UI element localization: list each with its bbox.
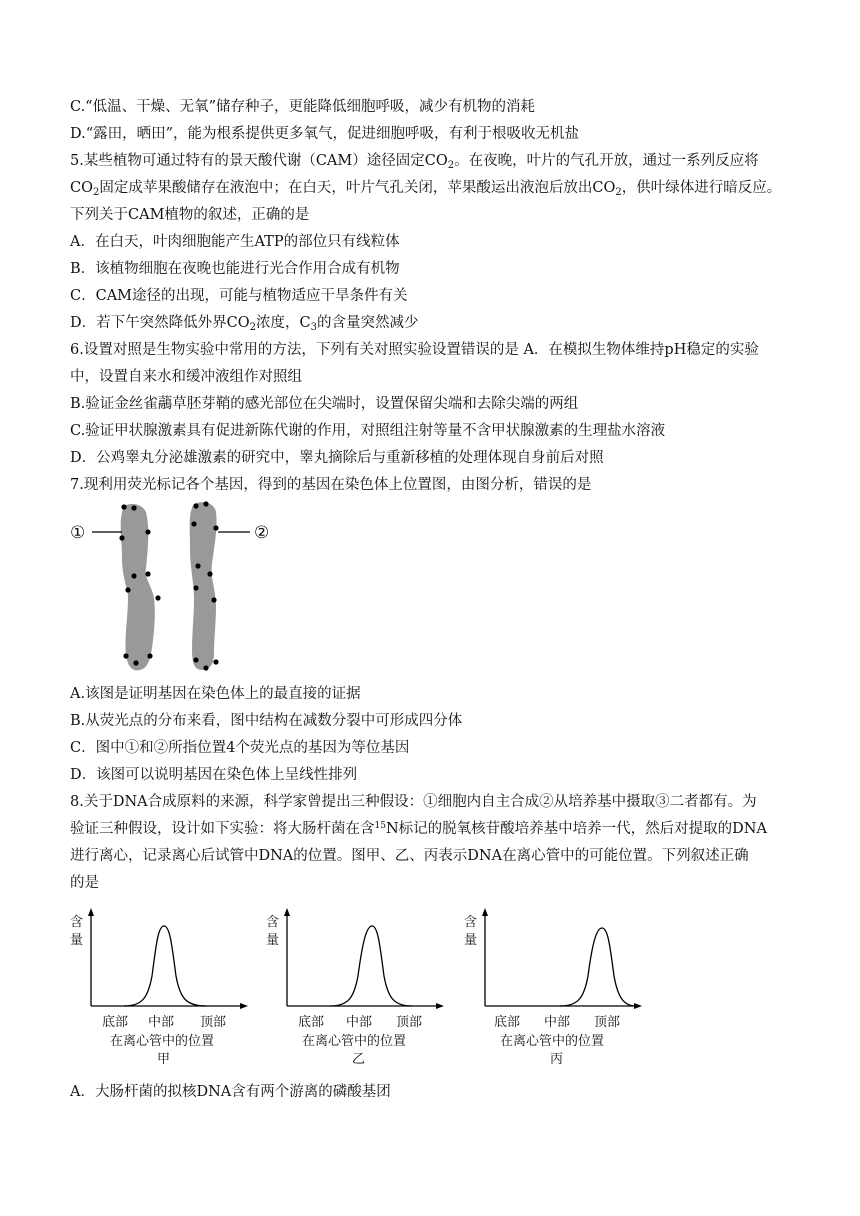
tick-top: 顶部 [594,1015,621,1030]
question-7-option-a: A.该图是证明基因在染色体上的最直接的证据 [70,686,361,702]
x-label: 在离心管中的位置 [500,1034,605,1049]
question-7-option-c: C．图中①和②所指位置4个荧光点的基因为等位基因 [70,740,410,756]
question-8-stem-4: 的是 [70,875,99,891]
y-label-1: 含 [266,915,280,930]
option-d-line: D.“露田，晒田”，能为根系提供更多氧气，促进细胞呼吸，有利于根吸收无机盐 [70,126,580,142]
tick-top: 顶部 [200,1015,227,1030]
label-2: ② [254,523,270,543]
graph-name: 丙 [550,1052,564,1066]
graph-bing [460,906,650,1066]
graph-jia [66,906,256,1066]
x-label: 在离心管中的位置 [302,1034,407,1049]
tick-bottom: 底部 [298,1015,325,1030]
tick-middle: 中部 [346,1015,373,1030]
y-label-2: 量 [464,933,478,948]
tick-bottom: 底部 [494,1015,521,1030]
question-8-stem: 8.关于DNA合成原料的来源，科学家曾提出三种假设：①细胞内自主合成②从培养基中摄取③二者都有。为 [70,794,757,810]
x-label: 在离心管中的位置 [110,1034,215,1049]
tick-middle: 中部 [148,1015,175,1030]
y-label-1: 含 [70,915,84,930]
question-8-stem-2: 验证三种假设，设计如下实验：将大肠杆菌在含$^{15}$N标记的脱氧核苷酸培养基中培养一代，然后对提取的DNA [70,821,767,837]
label-1: ① [70,523,86,543]
graph-yi [262,906,452,1066]
distribution-curve [330,926,412,1006]
question-5-option-a: A．在白天，叶肉细胞能产生ATP的部位只有线粒体 [70,234,400,250]
question-5-option-b: B．该植物细胞在夜晚也能进行光合作用合成有机物 [70,261,400,277]
question-8-stem-3: 进行离心，记录离心后试管中DNA的位置。图甲、乙、丙表示DNA在离心管中的可能位置。下列叙述正确 [70,848,749,864]
y-label-2: 量 [266,933,280,948]
chromosome-left [121,504,155,670]
question-7-option-d: D．该图可以说明基因在染色体上呈线性排列 [70,767,358,783]
y-label-1: 含 [464,915,478,930]
graph-name: 乙 [352,1052,366,1066]
question-5-option-c: C．CAM途径的出现，可能与植物适应干旱条件有关 [70,288,408,304]
chromosome-figure [66,498,286,678]
question-6-option-d: D．公鸡睾丸分泌雄激素的研究中，睾丸摘除后与重新移植的处理体现自身前后对照 [70,450,604,466]
question-6-option-c: C.验证甲状腺激素具有促进新陈代谢的作用，对照组注射等量不含甲状腺激素的生理盐水溶液 [70,423,666,439]
tick-middle: 中部 [544,1015,571,1030]
question-8-option-a: A．大肠杆菌的拟核DNA含有两个游离的磷酸基团 [70,1084,391,1100]
question-7-stem: 7.现利用荧光标记各个基因，得到的基因在染色体上位置图，由图分析，错误的是 [70,477,592,493]
chromosome-right [190,502,217,670]
y-label-2: 量 [70,933,84,948]
tick-bottom: 底部 [102,1015,129,1030]
question-7-option-b: B.从荧光点的分布来看，图中结构在减数分裂中可形成四分体 [70,713,463,729]
question-6-stem: 6.设置对照是生物实验中常用的方法，下列有关对照实验设置错误的是 A．在模拟生物体维持pH稳定的实验 [70,342,759,358]
question-5-option-d: D．若下午突然降低外界$CO_2$浓度，$C_3$的含量突然减少 [70,315,419,333]
distribution-curve [560,928,636,1006]
graph-name: 甲 [157,1052,171,1066]
question-5-prompt: 下列关于CAM植物的叙述，正确的是 [70,207,310,223]
question-6-stem-2: 中，设置自来水和缓冲液组作对照组 [70,369,302,385]
tick-top: 顶部 [396,1015,423,1030]
question-5-stem-2: $CO_2$固定成苹果酸储存在液泡中；在白天，叶片气孔关闭，苹果酸运出液泡后放出$CO_2$，供叶绿体进行暗反应。 [70,180,782,198]
option-c-line: C.“低温、干燥、无氧”储存种子，更能降低细胞呼吸，减少有机物的消耗 [70,99,536,115]
question-5-stem: 5.某些植物可通过特有的景天酸代谢（CAM）途径固定$CO_2$。在夜晚，叶片的气孔开放，通过一系列反应将 [70,153,759,171]
question-6-option-b: B.验证金丝雀虉草胚芽鞘的感光部位在尖端时，设置保留尖端和去除尖端的两组 [70,396,579,412]
distribution-curve [124,926,206,1006]
